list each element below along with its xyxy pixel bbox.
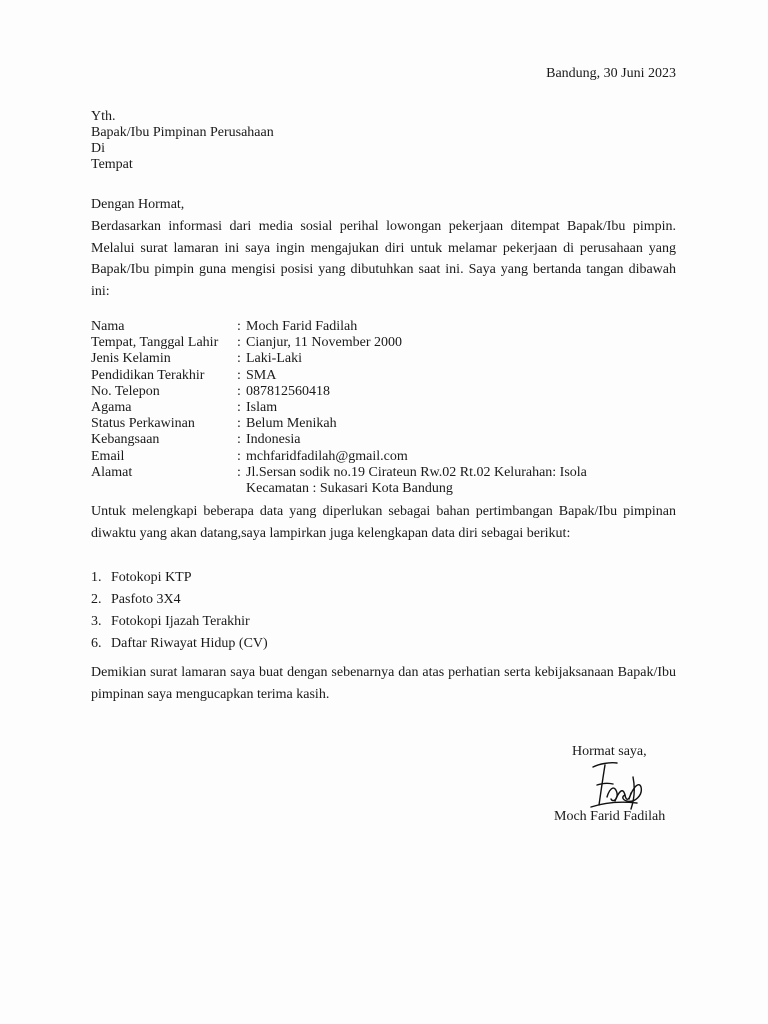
field-separator: :: [237, 448, 241, 464]
recipient-line: Tempat: [91, 157, 133, 172]
attachment-item: [91, 567, 268, 589]
attachment-list: [91, 567, 268, 655]
applicant-field-label: Pendidikan Terakhir: [91, 367, 205, 383]
attachment-text: Daftar Riwayat Hidup (CV): [111, 636, 268, 651]
applicant-field-label: Nama: [91, 319, 125, 334]
applicant-row: [91, 384, 676, 400]
closing-paragraph: Demikian surat lamaran saya buat dengan sebenarnya dan atas perhatian serta kebijaksanaan Bapak/Ibu pimpinan saya mengucapkan terima kasih.: [91, 665, 676, 702]
applicant-field-value: Indonesia: [246, 432, 301, 448]
recipient-line: Yth.: [91, 109, 116, 124]
field-separator: :: [237, 400, 241, 416]
applicant-field-value: Belum Menikah: [246, 416, 337, 432]
field-separator: :: [237, 335, 241, 351]
applicant-field-value: SMA: [246, 367, 277, 383]
applicant-field-label: Kebangsaan: [91, 432, 160, 448]
applicant-field-value: mchfaridfadilah@gmail.com: [246, 448, 408, 464]
applicant-row: [91, 351, 676, 367]
field-separator: :: [237, 383, 241, 399]
applicant-row: [91, 335, 676, 351]
opening-paragraph: Berdasarkan informasi dari media sosial perihal lowongan pekerjaan ditempat Bapak/Ibu pimpin. Melalui surat lamaran ini saya ingin mengajukan diri untuk melamar pekerjaan di perusahaan yang Bapak/Ibu pimpin guna mengisi posisi yang dibutuhkan saat ini. Saya yang bertanda tangan dibawah ini:: [91, 219, 676, 299]
field-separator: :: [237, 432, 241, 448]
attachment-text: Fotokopi KTP: [111, 570, 192, 585]
field-separator: :: [237, 464, 241, 480]
applicant-field-label: Alamat: [91, 464, 133, 480]
field-separator: :: [237, 416, 241, 432]
applicant-field-value: Islam: [246, 400, 278, 416]
applicant-details: [91, 319, 676, 497]
handwritten-signature: [585, 757, 647, 815]
applicant-field-value: Moch Farid Fadilah: [246, 319, 358, 334]
applicant-row: [91, 416, 676, 432]
address-continuation: Kecamatan : Sukasari Kota Bandung: [246, 481, 453, 497]
applicant-field-label: Email: [91, 448, 125, 464]
place-date: Bandung, 30 Juni 2023: [546, 66, 676, 81]
applicant-field-value: Jl.Sersan sodik no.19 Cirateun Rw.02 Rt.02 Kelurahan: Isola: [246, 464, 587, 480]
attachment-text: Pasfoto 3X4: [111, 592, 181, 607]
attachment-paragraph: Untuk melengkapi beberapa data yang diperlukan sebagai bahan pertimbangan Bapak/Ibu pimpinan diwaktu yang akan datang,saya lampirkan juga kelengkapan data diri sebagai berikut:: [91, 504, 676, 541]
applicant-row: [91, 432, 676, 448]
attachment-number: 2.: [91, 592, 102, 607]
applicant-row: [91, 465, 676, 481]
closing-phrase: Hormat saya,: [572, 744, 647, 759]
applicant-field-value: 087812560418: [246, 383, 330, 399]
field-separator: :: [237, 319, 241, 334]
salutation: Dengan Hormat,: [91, 197, 185, 212]
field-separator: :: [237, 351, 241, 367]
attachment-number: 3.: [91, 614, 102, 629]
applicant-field-label: Agama: [91, 400, 132, 416]
recipient-block: [91, 109, 274, 173]
applicant-row: [91, 400, 676, 416]
attachment-item: [91, 611, 268, 633]
applicant-field-label: No. Telepon: [91, 383, 160, 399]
applicant-field-label: Status Perkawinan: [91, 416, 195, 432]
applicant-field-value: Cianjur, 11 November 2000: [246, 335, 403, 351]
signer-name: Moch Farid Fadilah: [554, 809, 666, 824]
attachment-number: 1.: [91, 570, 102, 585]
recipient-line: Di: [91, 141, 105, 156]
attachment-number: 6.: [91, 636, 102, 651]
attachment-item: [91, 633, 268, 655]
applicant-row: [91, 368, 676, 384]
attachment-text: Fotokopi Ijazah Terakhir: [111, 614, 250, 629]
applicant-row: [91, 319, 676, 335]
applicant-field-label: Jenis Kelamin: [91, 351, 171, 367]
applicant-row: [91, 449, 676, 465]
recipient-line: Bapak/Ibu Pimpinan Perusahaan: [91, 125, 274, 140]
attachment-item: [91, 589, 268, 611]
applicant-field-value: Laki-Laki: [246, 351, 302, 367]
applicant-field-label: Tempat, Tanggal Lahir: [91, 335, 219, 351]
field-separator: :: [237, 367, 241, 383]
